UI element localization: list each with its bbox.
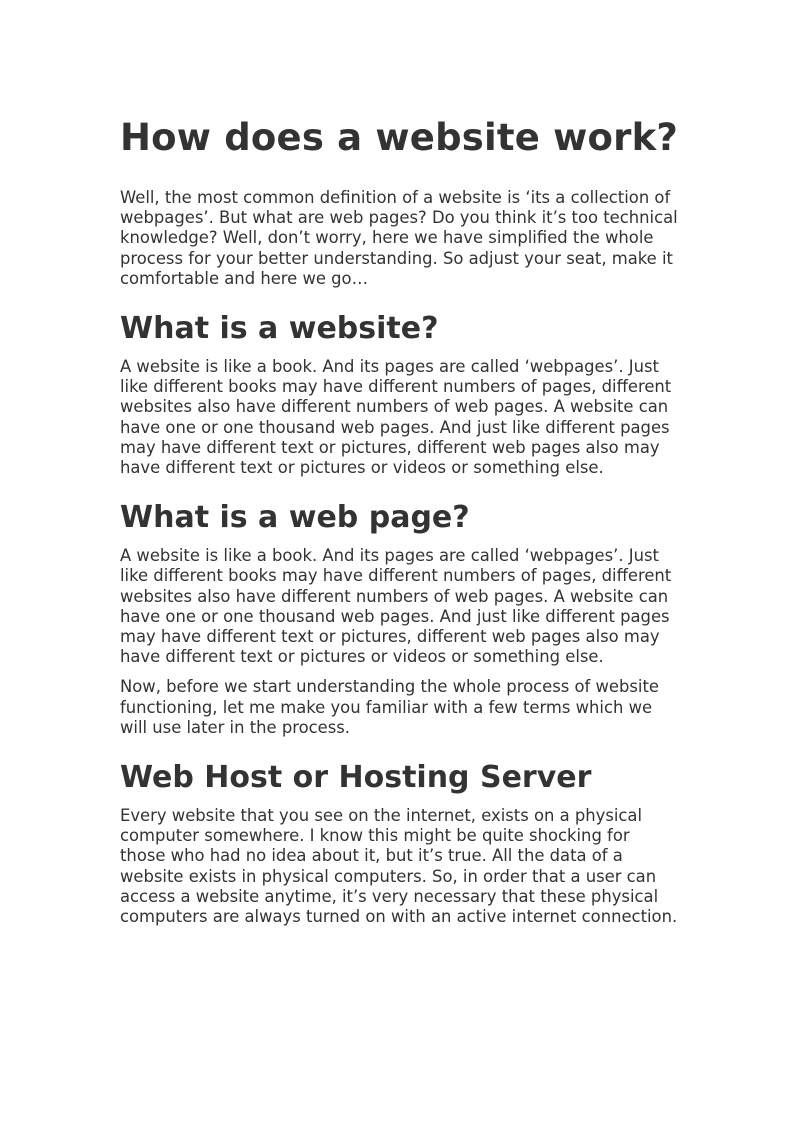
- section-heading-what-is-website: What is a website?: [120, 311, 439, 347]
- section-heading-web-host: Web Host or Hosting Server: [120, 760, 592, 796]
- section-paragraph: A website is like a book. And its pages are called ‘webpages’. Just like different books may have different numbers of pages, different websites also have different numbers of web pages. A website can have one or one thousand web pages. And just like different pages may have different text or pictures, different web pages also may have different text or pictures or videos or something else.: [120, 357, 672, 478]
- section-heading-what-is-web-page: What is a web page?: [120, 500, 470, 536]
- section-paragraph: A website is like a book. And its pages are called ‘webpages’. Just like different books may have different numbers of pages, different websites also have different numbers of web pages. A website can have one or one thousand web pages. And just like different pages may have different text or pictures, different web pages also may have different text or pictures or videos or something else.: [120, 546, 672, 667]
- document-page: [120, 112, 680, 947]
- section-paragraph: Now, before we start understanding the whole process of website functioning, let me make you familiar with a few terms which we will use later in the process.: [120, 677, 660, 737]
- section-paragraph: Every website that you see on the internet, exists on a physical computer somewhere. I know this might be quite shocking for those who had no idea about it, but it’s true. All the data of a website exists in physical computers. So, in order that a user can access a website anytime, it’s very necessary that these physical computers are always turned on with an active internet connection.: [120, 806, 678, 927]
- intro-paragraph: Well, the most common definition of a website is ‘its a collection of webpages’. But what are web pages? Do you think it’s too technical knowledge? Well, don’t worry, here we have simplified the whole process for your better understanding. So adjust your seat, make it comfortable and here we go…: [120, 188, 678, 288]
- page-title: How does a website work?: [120, 116, 679, 159]
